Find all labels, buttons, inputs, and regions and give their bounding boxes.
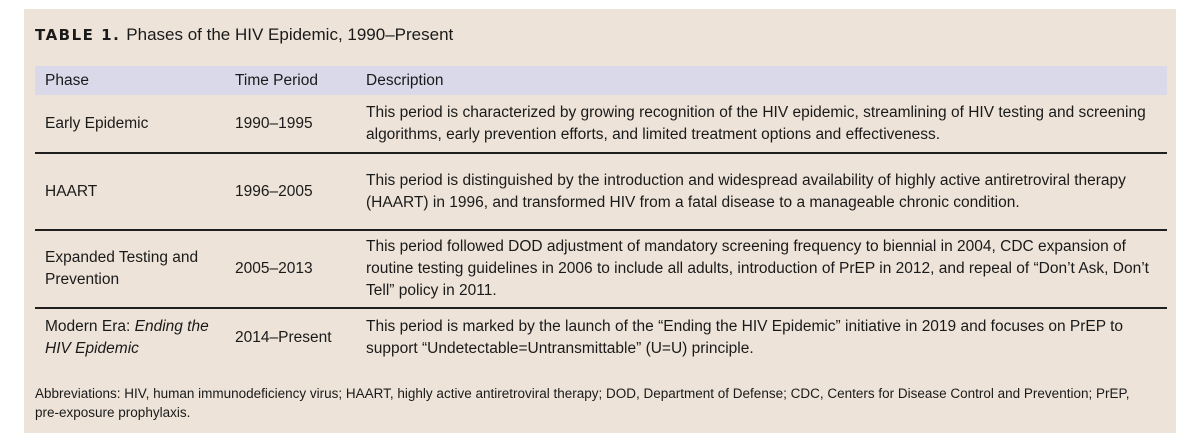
phases-table: [35, 66, 1167, 367]
period-cell: 2005–2013: [235, 260, 313, 277]
table-panel: [24, 9, 1176, 433]
description-cell: This period is characterized by growing recognition of the HIV epidemic, streamlining of HIV testing and screening algorithms, early prevention efforts, and limited treatment options and effectiveness.: [366, 103, 1146, 143]
phase-cell: HAART: [45, 182, 98, 200]
phase-italic: Ending the HIV Epidemic: [45, 318, 209, 357]
phase-cell: [45, 316, 225, 360]
table-header: [35, 66, 1167, 95]
table-title: [35, 25, 453, 45]
header-description: Description: [366, 72, 444, 89]
phase-cell: Expanded Testing and Prevention: [45, 249, 199, 288]
phase-cell: Early Epidemic: [45, 114, 149, 132]
table-row: [35, 309, 1167, 367]
table-row: [35, 154, 1167, 231]
header-time-period: Time Period: [235, 72, 318, 89]
period-cell: 1990–1995: [235, 114, 313, 132]
period-cell: 1996–2005: [235, 182, 313, 200]
phase-prefix: Modern Era:: [45, 318, 131, 335]
description-cell: This period is distinguished by the introduction and widespread availability of highly active antiretroviral therapy (HAART) in 1996, and transformed HIV from a fatal disease to a manageable chronic condition.: [366, 171, 1126, 211]
table-caption: Phases of the HIV Epidemic, 1990–Present: [126, 25, 454, 44]
table-row: [35, 231, 1167, 309]
abbreviations-footnote: Abbreviations: HIV, human immunodeficiency virus; HAART, highly active antiretroviral therapy; DOD, Department of Defense; CDC, Centers for Disease Control and Prevention; PrEP, pre-exposure prophylaxis.: [35, 386, 1130, 420]
header-phase: Phase: [45, 72, 89, 89]
description-cell: This period is marked by the launch of the “Ending the HIV Epidemic” initiative in 2019 and focuses on PrEP to support “Undetectable=Untransmittable” (U=U) principle.: [366, 318, 1124, 357]
table-row: [35, 95, 1167, 154]
description-cell: This period followed DOD adjustment of mandatory screening frequency to biennial in 2004, CDC expansion of routine testing guidelines in 2006 to include all adults, introduction of PrEP in 2012, and repeal of “Don’t Ask, Don’t Tell” policy in 2011.: [366, 238, 1149, 299]
table-number: TABLE 1.: [35, 26, 121, 44]
period-cell: 2014–Present: [235, 329, 332, 346]
